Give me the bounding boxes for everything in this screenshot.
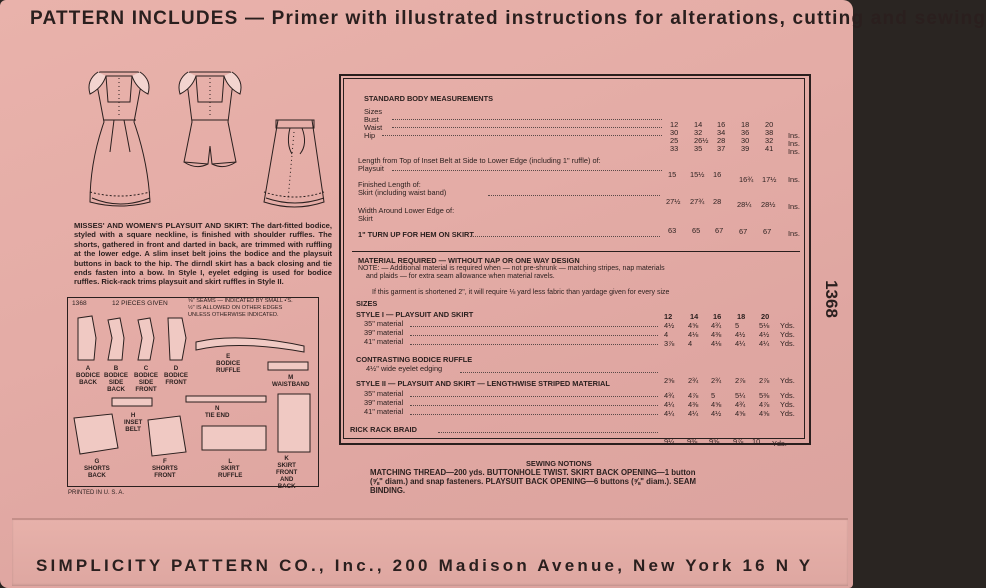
contrast-label: 4½" wide eyelet edging	[366, 364, 443, 373]
style2-value: 4⅜	[688, 400, 699, 409]
material-sizes-label: SIZES	[356, 299, 378, 308]
piece-d-line1: BODICE	[164, 372, 189, 379]
length-label: Length from Top of Inset Belt at Side to Lower Edge (including 1" ruffle) of:	[358, 156, 601, 165]
style2-row-label: 35" material	[364, 389, 404, 398]
piece-h-line1: INSET	[124, 419, 143, 426]
style2-value: 4⅞	[688, 391, 699, 400]
style2-value: 4½	[711, 409, 722, 418]
waist-value: 32	[765, 136, 774, 145]
piece-m-letter: M	[288, 374, 294, 381]
piece-a-letter: A	[85, 365, 91, 372]
contrast-value: 2¾	[711, 376, 722, 385]
piece-h-line2: BELT	[125, 426, 141, 433]
piece-g-line2: BACK	[87, 472, 106, 479]
piece-n-label	[205, 405, 229, 419]
style1-value: 5⅛	[759, 321, 770, 330]
style2-value: 4⅝	[711, 400, 722, 409]
style2-row-label: 41" material	[364, 407, 404, 416]
piece-l-label	[218, 458, 242, 479]
style2-value: 5¼	[735, 391, 746, 400]
rickrack-title: RICK RACK BRAID	[350, 425, 417, 434]
width-skirt-label: Skirt	[358, 214, 373, 223]
bust-value: 38	[765, 128, 774, 137]
style1-value: 4¼	[735, 339, 746, 348]
skirt-length-value: 28	[713, 197, 722, 206]
finished-label: Finished Length of:	[358, 180, 421, 189]
skirt-label: Skirt (including waist band)	[358, 188, 447, 197]
section-divider	[352, 251, 800, 252]
unit-label: Yds.	[780, 339, 795, 348]
contrast-title: CONTRASTING BODICE RUFFLE	[356, 355, 473, 364]
piece-k-letter: K	[284, 455, 289, 462]
piece-m-line1: WAISTBAND	[272, 381, 310, 388]
width-label: Width Around Lower Edge of:	[358, 206, 455, 215]
piece-b-line1: BODICE	[104, 372, 129, 379]
skirt-length-value: 28½	[761, 200, 776, 209]
piece-b-line3: BACK	[107, 386, 125, 393]
style2-value: 4¾	[664, 391, 675, 400]
piece-a-line2: BACK	[79, 379, 97, 386]
sewing-notions	[370, 468, 800, 496]
style2-title: STYLE II — PLAYSUIT AND SKIRT — LENGTHWISE STRIPED MATERIAL	[356, 379, 610, 388]
piece-k-line4: BACK	[277, 483, 296, 490]
width-value: 67	[739, 227, 748, 236]
piece-a-label	[76, 365, 100, 386]
hip-value: 37	[717, 144, 726, 153]
dot-leader	[382, 135, 662, 136]
hip-value: 33	[670, 144, 679, 153]
style2-value: 4⅝	[735, 409, 746, 418]
unit-label: Yds.	[780, 376, 795, 385]
piece-h-letter: H	[130, 412, 136, 419]
side-pattern-number: 1368	[821, 280, 841, 318]
rickrack-value: 9⅝	[709, 437, 720, 446]
garment-illustrations	[80, 62, 330, 222]
hip-label: Hip	[364, 131, 376, 140]
notions-line-2: (⅝" diam.) and snap fasteners. PLAYSUIT BACK OPENING—6 buttons (⅝" diam.). SEAM	[370, 477, 696, 487]
unit-label: Ins.	[788, 229, 800, 238]
hip-value: 39	[741, 144, 750, 153]
printed-in-usa: PRINTED IN U. S. A.	[68, 490, 125, 496]
style2-value: 4¾	[735, 400, 746, 409]
dot-leader	[410, 326, 658, 327]
contrast-value: 2⅞	[735, 376, 746, 385]
playsuit-value: 17½	[762, 175, 777, 184]
bust-label: Bust	[364, 115, 379, 124]
unit-label: Yds.	[780, 400, 795, 409]
style1-value: 4⅛	[688, 330, 699, 339]
playsuit-value: 15	[668, 170, 677, 179]
piece-a-line1: BODICE	[76, 372, 101, 379]
seams-note-2: ½" IS ALLOWED ON OTHER EDGES	[188, 305, 283, 311]
piece-c-line1: BODICE	[134, 372, 159, 379]
style1-value: 5	[735, 321, 740, 330]
material-note-2: and plaids — for extra seam allowance when material ravels.	[366, 273, 555, 280]
bust-value: 34	[717, 128, 726, 137]
piece-f-label	[152, 458, 178, 479]
material-note-1: NOTE: — Additional material is required when — not pre-shrunk — matching stripes, nap materials	[358, 265, 665, 272]
width-value: 67	[763, 227, 772, 236]
waist-value: 28	[717, 136, 726, 145]
bust-value: 36	[741, 128, 750, 137]
notions-line-3: BINDING.	[370, 486, 406, 496]
piece-g-label	[84, 458, 110, 479]
piece-e-label	[216, 353, 240, 374]
style1-value: 4	[664, 330, 669, 339]
style2-value: 4⅞	[759, 400, 770, 409]
style2-value: 4¼	[664, 400, 675, 409]
piece-e-line1: BODICE	[216, 360, 241, 367]
skirt-length-value: 27½	[666, 197, 681, 206]
publisher-footer: SIMPLICITY PATTERN CO., Inc., 200 Madison Avenue, New York 16 N Y	[36, 556, 814, 575]
piece-e-line2: RUFFLE	[216, 367, 241, 374]
description-body: The dart-fitted bodice, styled with a square neckline, is finished with shoulder ruffles. The shorts, gathered in front and darted in back, are trimmed with ruffling at the lower edge. A slim inset belt joins the bodice and the playsuit buttons in back to the hip. The dirndl skirt has a back closing and tie ends fasten into a bow. In Style I, eyelet edging is used for bodice ruffles. Rick-rack trims playsuit and skirt ruffles in Style II.	[74, 221, 332, 287]
contrast-value: 2⅝	[664, 376, 675, 385]
waist-value: 30	[741, 136, 750, 145]
piece-f-line2: FRONT	[154, 472, 176, 479]
piece-f-letter: F	[163, 458, 167, 465]
size-value: 14	[694, 120, 703, 129]
material-size: 12	[664, 312, 673, 321]
playsuit-value: 16¾	[739, 175, 754, 184]
material-note-3: If this garment is shortened 2", it will require ⅛ yard less fabric than yardage given for every size	[372, 289, 670, 296]
piece-d-line2: FRONT	[165, 379, 187, 386]
piece-k-line3: AND	[279, 476, 294, 483]
style1-row-label: 39" material	[364, 328, 404, 337]
dot-leader	[392, 119, 662, 120]
dot-leader	[410, 335, 658, 336]
dot-leader	[410, 414, 658, 415]
header-text: PATTERN INCLUDES — Primer with illustrated instructions for alterations, cutting and sewing	[30, 8, 986, 29]
piece-g-letter: G	[94, 458, 100, 465]
contrast-value: 2⅞	[759, 376, 770, 385]
pieces-count: 12 PIECES GIVEN	[112, 300, 168, 307]
size-value: 18	[741, 120, 750, 129]
bust-value: 32	[694, 128, 703, 137]
pieces-number: 1368	[72, 300, 87, 307]
unit-label: Yds.	[780, 321, 795, 330]
waist-value: 25	[670, 136, 679, 145]
measurements-title: STANDARD BODY MEASUREMENTS	[364, 94, 494, 103]
unit-label: Ins.	[788, 175, 800, 184]
piece-b-label	[104, 365, 128, 393]
style1-row-label: 41" material	[364, 337, 404, 346]
material-size: 16	[713, 312, 722, 321]
style1-value: 4¾	[711, 321, 722, 330]
piece-n-line1: TIE END	[205, 412, 230, 419]
style1-value: 4⅛	[711, 339, 722, 348]
pattern-description	[74, 221, 332, 287]
style1-value: 4½	[735, 330, 746, 339]
size-value: 16	[717, 120, 726, 129]
piece-b-letter: B	[113, 365, 119, 372]
rickrack-value: 9¼	[664, 437, 675, 446]
piece-k-label	[276, 455, 297, 490]
dot-leader	[410, 344, 658, 345]
playsuit-value: 16	[713, 170, 722, 179]
seams-note-1: ⅝" SEAMS — INDICATED BY SMALL •'S.	[188, 298, 293, 304]
unit-label: Ins.	[788, 202, 800, 211]
piece-f-line1: SHORTS	[152, 465, 178, 472]
material-size: 20	[761, 312, 770, 321]
unit-label: Yds.	[780, 391, 795, 400]
piece-c-line3: FRONT	[135, 386, 157, 393]
rickrack-value: 9⅜	[687, 437, 698, 446]
seams-note-3: UNLESS OTHERWISE INDICATED.	[188, 312, 279, 318]
style1-value: 4	[688, 339, 693, 348]
piece-c-line2: SIDE	[138, 379, 154, 386]
unit-label: Yds.	[780, 330, 795, 339]
style1-value: 4¼	[759, 339, 770, 348]
width-value: 67	[715, 226, 724, 235]
style2-value: 4¼	[688, 409, 699, 418]
bust-value: 30	[670, 128, 679, 137]
piece-l-line1: SKIRT	[220, 465, 240, 472]
style1-value: 4⅝	[688, 321, 699, 330]
piece-h-label	[124, 412, 142, 433]
dot-leader	[438, 432, 658, 433]
dot-leader	[392, 127, 662, 128]
size-value: 12	[670, 120, 679, 129]
style2-value: 5⅜	[759, 391, 770, 400]
waist-value: 26½	[694, 136, 709, 145]
piece-g-line1: SHORTS	[84, 465, 110, 472]
description-title: MISSES' AND WOMEN'S PLAYSUIT AND SKIRT:	[74, 221, 249, 230]
style1-title: STYLE I — PLAYSUIT AND SKIRT	[356, 310, 474, 319]
hip-value: 35	[694, 144, 703, 153]
material-size: 18	[737, 312, 746, 321]
waist-label: Waist	[364, 123, 383, 132]
piece-e-letter: E	[226, 353, 231, 360]
piece-k-line2: FRONT	[276, 469, 298, 476]
playsuit-label: Playsuit	[358, 164, 384, 173]
dot-leader	[488, 195, 660, 196]
unit-label: Ins.	[788, 147, 800, 156]
style2-value: 4⅝	[759, 409, 770, 418]
piece-l-line2: RUFFLE	[218, 472, 243, 479]
piece-d-label	[164, 365, 188, 386]
dot-leader	[410, 405, 658, 406]
hip-value: 41	[765, 144, 774, 153]
skirt-length-value: 28¼	[737, 200, 752, 209]
style2-row-label: 39" material	[364, 398, 404, 407]
dot-leader	[470, 236, 660, 237]
hem-note: 1" TURN UP FOR HEM ON SKIRT	[358, 230, 474, 239]
piece-c-label	[134, 365, 158, 393]
unit-label: Yds.	[772, 439, 787, 448]
style1-value: 4⅜	[711, 330, 722, 339]
dot-leader	[392, 170, 662, 171]
material-title: MATERIAL REQUIRED — WITHOUT NAP OR ONE WAY DESIGN	[358, 256, 580, 265]
style2-value: 4¼	[664, 409, 675, 418]
unit-label: Ins.	[788, 131, 800, 140]
style2-value: 5	[711, 391, 716, 400]
unit-label: Ins.	[788, 139, 800, 148]
unit-label: Yds.	[780, 409, 795, 418]
piece-c-letter: C	[143, 365, 149, 372]
material-size: 14	[690, 312, 699, 321]
dot-leader	[460, 372, 658, 373]
playsuit-value: 15½	[690, 170, 705, 179]
piece-d-letter: D	[173, 365, 179, 372]
style1-row-label: 35" material	[364, 319, 404, 328]
width-value: 65	[692, 226, 701, 235]
rickrack-value: 10	[752, 437, 761, 446]
sizes-label: Sizes	[364, 107, 383, 116]
piece-m-label	[272, 374, 309, 388]
style1-value: 4½	[664, 321, 675, 330]
size-value: 20	[765, 120, 774, 129]
contrast-value: 2¾	[688, 376, 699, 385]
notions-line-1: MATCHING THREAD—200 yds. BUTTONHOLE TWIST. SKIRT BACK OPENING—1 button	[370, 468, 696, 477]
rickrack-value: 9⅞	[733, 437, 744, 446]
width-value: 63	[668, 226, 677, 235]
style1-value: 4½	[759, 330, 770, 339]
style1-value: 3⅞	[664, 339, 675, 348]
notions-title: SEWING NOTIONS	[526, 459, 592, 468]
piece-k-line1: SKIRT	[277, 462, 296, 469]
dot-leader	[410, 396, 658, 397]
piece-l-letter: L	[228, 458, 233, 465]
skirt-length-value: 27¾	[690, 197, 705, 206]
piece-n-letter: N	[214, 405, 220, 412]
piece-b-line2: SIDE	[108, 379, 124, 386]
